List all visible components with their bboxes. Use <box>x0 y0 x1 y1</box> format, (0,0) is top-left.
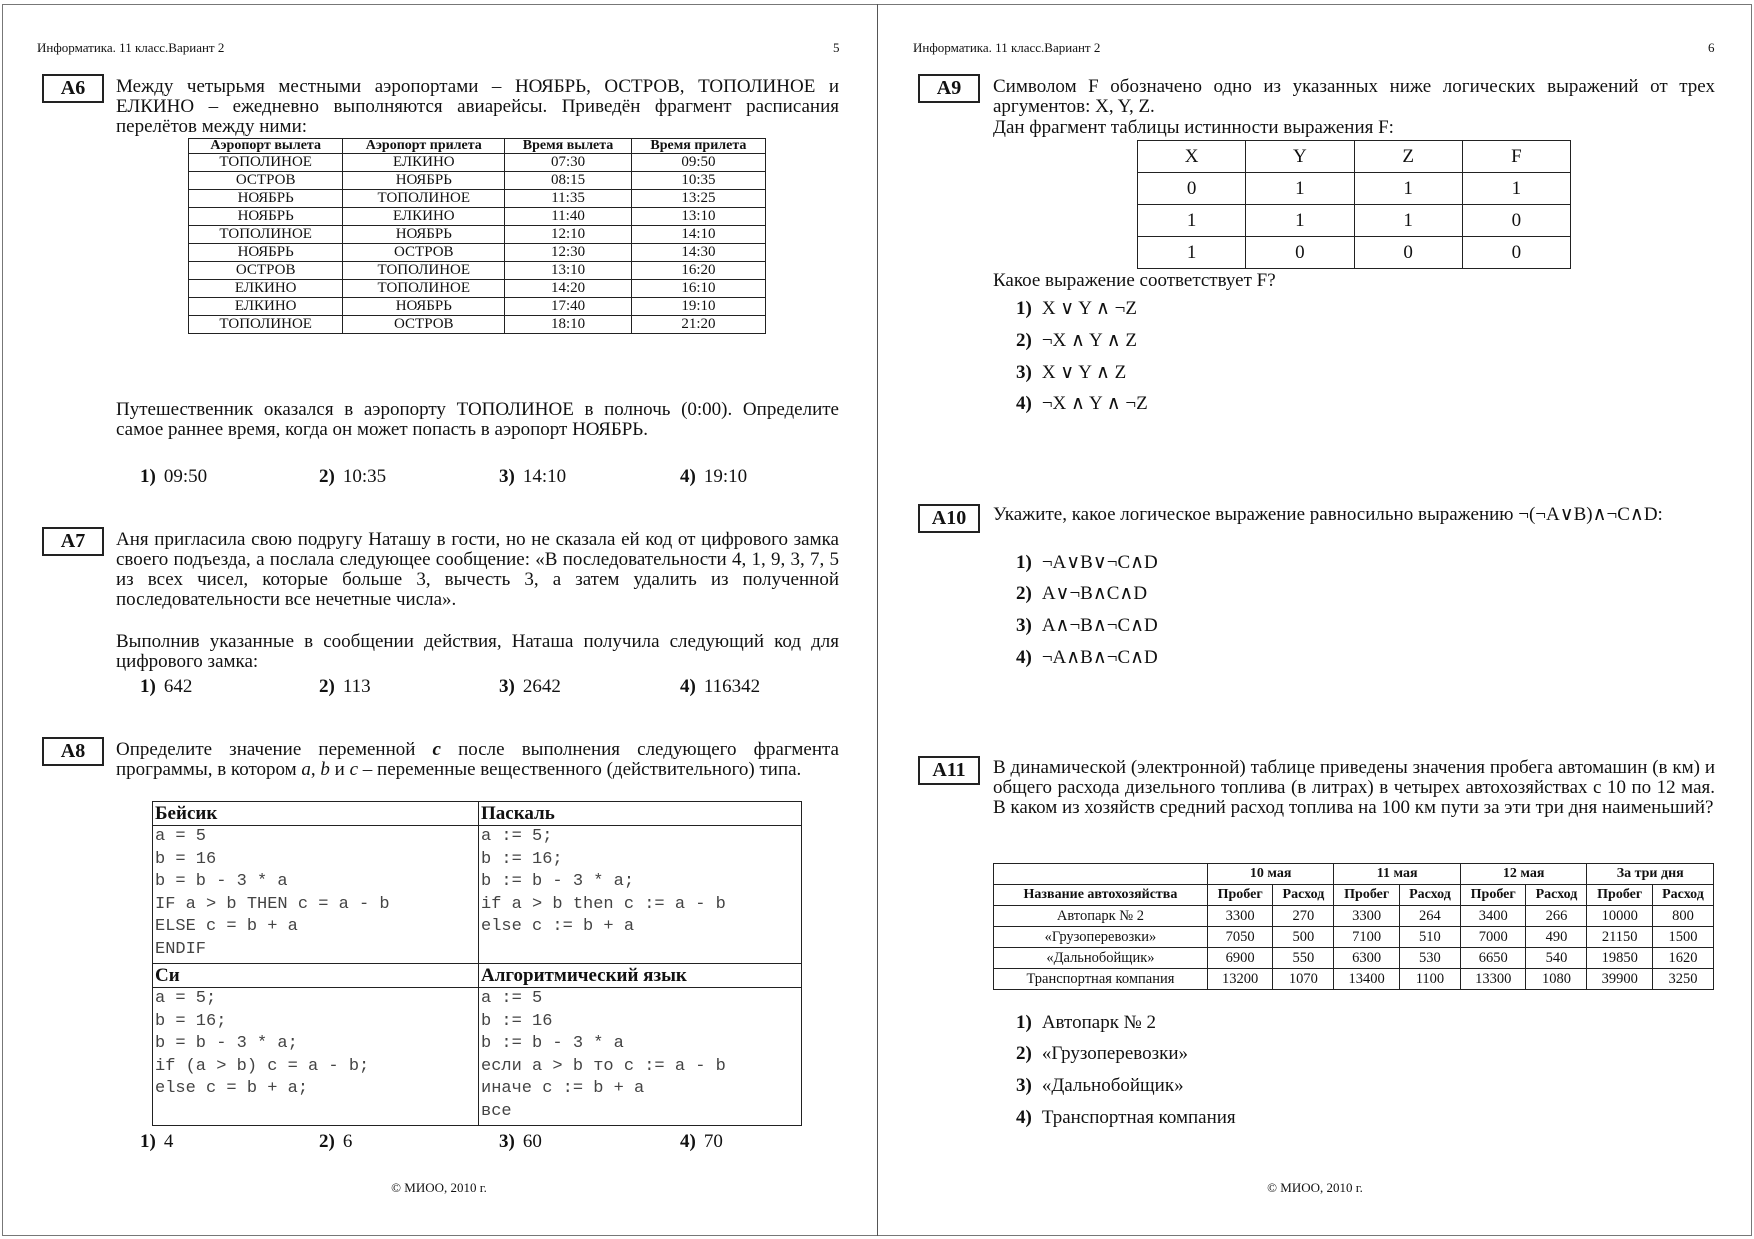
table-row <box>189 190 766 208</box>
sub-header: Пробег <box>1334 885 1400 906</box>
table-cell: 1 <box>1246 205 1354 237</box>
table-cell: 13300 <box>1460 969 1526 990</box>
table-subheader-row <box>994 885 1714 906</box>
table-cell: 490 <box>1526 927 1587 948</box>
answer-value: X ∨ Y ∧ Z <box>1041 362 1127 383</box>
table-cell: ТОПОЛИНОЕ <box>343 262 505 280</box>
answer-value: ¬X ∧ Y ∧ ¬Z <box>1041 393 1148 414</box>
table-cell: 6900 <box>1207 948 1273 969</box>
c-code: a = 5; b = 16; b = b - 3 * a; if (a > b) c = a - b; else c = b + a; <box>155 989 370 1098</box>
table-row <box>994 906 1714 927</box>
answer-number: 4) <box>680 676 696 697</box>
table-cell: 19:10 <box>631 298 765 316</box>
table-cell: 6300 <box>1334 948 1400 969</box>
a10-text: Укажите, какое логическое выражение равносильно выражению ¬(¬A∨B)∧¬C∧D: <box>993 504 1663 525</box>
answer-option <box>1016 1075 1184 1097</box>
table-cell: НОЯБРЬ <box>189 190 343 208</box>
table-row <box>189 244 766 262</box>
table-cell: НОЯБРЬ <box>343 226 505 244</box>
answer-option <box>319 1131 352 1153</box>
a9-text2: Дан фрагмент таблицы истинности выражения F: <box>993 117 1394 138</box>
table-cell: 264 <box>1399 906 1460 927</box>
answer-number: 3) <box>1016 362 1032 383</box>
table-cell: 12:10 <box>505 226 632 244</box>
a11-text: В динамической (электронной) таблице приведены значения пробега автомашин (в км) и общего расхода дизельного топлива (в литрах) в четырех автохозяйствах с 10 по 12 мая. В каком из хозяйств средний расход топлива на 100 км пути за эти три дня наименьший? <box>993 757 1715 818</box>
answer-value: 09:50 <box>163 466 208 487</box>
table-cell: 14:20 <box>505 280 632 298</box>
table-cell: 1500 <box>1652 927 1713 948</box>
answer-value: 2642 <box>522 676 561 697</box>
sub-header: Расход <box>1399 885 1460 906</box>
question-label-a7: А7 <box>42 527 104 556</box>
c-title: Си <box>153 964 479 988</box>
table-cell: 09:50 <box>631 154 765 172</box>
answer-option <box>140 466 207 488</box>
table-cell: «Дальнобойщик» <box>994 948 1208 969</box>
table-cell: ТОПОЛИНОЕ <box>189 316 343 334</box>
answer-number: 1) <box>1016 552 1032 573</box>
answer-number: 2) <box>319 1131 335 1152</box>
table-cell: 11:35 <box>505 190 632 208</box>
answer-value: 60 <box>522 1131 542 1152</box>
table-cell: ОСТРОВ <box>189 262 343 280</box>
answer-value: 19:10 <box>703 466 748 487</box>
answer-number: 1) <box>1016 298 1032 319</box>
alg-title: Алгоритмический язык <box>479 964 802 988</box>
answer-value: 14:10 <box>522 466 567 487</box>
a7-text: Аня пригласила свою подругу Наташу в гости, но не сказала ей код от цифрового замка своего подъезда, а послала следующее сообщение: «В последовательности 4, 1, 9, 3, 7, 5 из всех чисел, которые больше 3, вычесть 3, а затем удалить из полученной последовательности все нечетные числа». <box>116 529 839 610</box>
table-cell: ЕЛКИНО <box>343 208 505 226</box>
answer-option <box>499 466 566 488</box>
question-label-a11: А11 <box>918 756 980 785</box>
table-row <box>189 208 766 226</box>
answer-value: 642 <box>163 676 193 697</box>
answer-number: 3) <box>1016 1075 1032 1096</box>
answer-value: ¬A∧B∧¬C∧D <box>1041 647 1158 668</box>
column-header: Время прилета <box>631 139 765 154</box>
answer-number: 2) <box>319 466 335 487</box>
table-cell: 08:15 <box>505 172 632 190</box>
pascal-title: Паскаль <box>479 802 802 826</box>
table-cell: 13:10 <box>631 208 765 226</box>
table-cell: 510 <box>1399 927 1460 948</box>
table-header-row <box>1138 141 1571 173</box>
question-label-a9: А9 <box>918 74 980 103</box>
answer-option <box>1016 582 1147 605</box>
answer-number: 3) <box>499 676 515 697</box>
table-cell: 16:10 <box>631 280 765 298</box>
answer-number: 3) <box>499 466 515 487</box>
table-cell: 1 <box>1354 205 1462 237</box>
answer-number: 3) <box>499 1131 515 1152</box>
day-header: За три дня <box>1587 864 1714 885</box>
answer-option <box>319 676 371 698</box>
table-cell: 0 <box>1246 237 1354 269</box>
name-header: Название автохозяйства <box>994 885 1208 906</box>
column-header: Y <box>1246 141 1354 173</box>
answer-number: 4) <box>1016 647 1032 668</box>
table-cell: 10000 <box>1587 906 1653 927</box>
table-cell: 3250 <box>1652 969 1713 990</box>
table-cell: 13:10 <box>505 262 632 280</box>
table-cell: 500 <box>1273 927 1334 948</box>
answer-option <box>1016 329 1137 352</box>
table-cell: 10:35 <box>631 172 765 190</box>
table-cell: ЕЛКИНО <box>189 298 343 316</box>
answer-number: 4) <box>680 1131 696 1152</box>
table-cell: ОСТРОВ <box>343 244 505 262</box>
table-cell: Автопарк № 2 <box>994 906 1208 927</box>
answer-option <box>1016 297 1137 320</box>
table-cell: ЕЛКИНО <box>189 280 343 298</box>
answer-value: X ∨ Y ∧ ¬Z <box>1041 298 1137 319</box>
table-cell: 800 <box>1652 906 1713 927</box>
table-cell: 7000 <box>1460 927 1526 948</box>
column-header: F <box>1462 141 1570 173</box>
table-cell: 18:10 <box>505 316 632 334</box>
table-row <box>189 262 766 280</box>
sub-header: Пробег <box>1460 885 1526 906</box>
answer-option <box>499 676 561 698</box>
answer-value: ¬X ∧ Y ∧ Z <box>1041 330 1137 351</box>
answer-number: 2) <box>1016 330 1032 351</box>
alg-code: a := 5 b := 16 b := b - 3 * a если a > b то c := a - b иначе c := b + a все <box>481 989 726 1121</box>
day-header: 10 мая <box>1207 864 1334 885</box>
table-cell: 1070 <box>1273 969 1334 990</box>
table-cell: 3400 <box>1460 906 1526 927</box>
column-header: Аэропорт вылета <box>189 139 343 154</box>
table-row <box>1138 173 1571 205</box>
table-cell: 1 <box>1138 237 1246 269</box>
table-cell: 1 <box>1462 173 1570 205</box>
fuel-table <box>993 863 1714 990</box>
table-cell: 1100 <box>1399 969 1460 990</box>
table-cell: 12:30 <box>505 244 632 262</box>
answer-number: 4) <box>1016 1107 1032 1128</box>
answer-value: 113 <box>342 676 371 697</box>
table-cell: ОСТРОВ <box>343 316 505 334</box>
answer-option <box>1016 361 1126 384</box>
table-row <box>189 316 766 334</box>
answer-value: 10:35 <box>342 466 387 487</box>
table-cell: 07:30 <box>505 154 632 172</box>
table-row <box>189 172 766 190</box>
table-cell: 0 <box>1462 205 1570 237</box>
table-row <box>994 969 1714 990</box>
table-cell: 7050 <box>1207 927 1273 948</box>
answer-number: 1) <box>1016 1012 1032 1033</box>
table-row <box>189 280 766 298</box>
table-cell: 270 <box>1273 906 1334 927</box>
answer-value: 70 <box>703 1131 723 1152</box>
table-cell: 13400 <box>1334 969 1400 990</box>
answer-option <box>499 1131 542 1153</box>
sub-header: Пробег <box>1207 885 1273 906</box>
sub-header: Расход <box>1652 885 1713 906</box>
footer-left: © МИОО, 2010 г. <box>391 1180 487 1195</box>
table-cell: 13:25 <box>631 190 765 208</box>
a6-text: Между четырьмя местными аэропортами – НОЯБРЬ, ОСТРОВ, ТОПОЛИНОЕ и ЕЛКИНО – ежедневно выполняются авиарейсы. Приведён фрагмент расписания перелётов между ними: <box>116 76 839 137</box>
table-row <box>189 154 766 172</box>
question-label-a10: А10 <box>918 504 980 533</box>
table-cell: 21:20 <box>631 316 765 334</box>
answer-option <box>1016 1043 1188 1065</box>
answer-value: 4 <box>163 1131 174 1152</box>
table-cell: 1 <box>1354 173 1462 205</box>
column-header: Z <box>1354 141 1462 173</box>
table-cell: «Грузоперевозки» <box>994 927 1208 948</box>
table-cell: Транспортная компания <box>994 969 1208 990</box>
sub-header: Пробег <box>1587 885 1653 906</box>
table-cell: НОЯБРЬ <box>343 172 505 190</box>
answer-number: 1) <box>140 676 156 697</box>
table-row <box>189 298 766 316</box>
table-cell: 7100 <box>1334 927 1400 948</box>
table-cell: 550 <box>1273 948 1334 969</box>
sub-header: Расход <box>1273 885 1334 906</box>
answer-number: 4) <box>680 466 696 487</box>
answer-number: 2) <box>1016 583 1032 604</box>
answer-option <box>1016 614 1158 637</box>
table-cell: 21150 <box>1587 927 1653 948</box>
answer-value: «Дальнобойщик» <box>1041 1075 1184 1096</box>
answer-option <box>319 466 386 488</box>
answer-option <box>680 1131 723 1153</box>
answer-number: 2) <box>1016 1043 1032 1064</box>
basic-title: Бейсик <box>153 802 479 826</box>
answer-number: 2) <box>319 676 335 697</box>
table-cell: НОЯБРЬ <box>189 208 343 226</box>
answer-value: A∧¬B∧¬C∧D <box>1041 615 1158 636</box>
table-cell: 14:30 <box>631 244 765 262</box>
answer-value: 116342 <box>703 676 761 697</box>
code-table <box>152 801 802 1126</box>
table-cell: 19850 <box>1587 948 1653 969</box>
column-header: Время вылета <box>505 139 632 154</box>
answer-value: Транспортная компания <box>1041 1107 1236 1128</box>
answer-option <box>1016 1012 1156 1034</box>
table-row <box>994 948 1714 969</box>
column-header: X <box>1138 141 1246 173</box>
page-divider <box>877 4 878 1236</box>
answer-option <box>680 466 747 488</box>
table-cell: 0 <box>1138 173 1246 205</box>
answer-value: Автопарк № 2 <box>1041 1012 1157 1033</box>
table-cell: 540 <box>1526 948 1587 969</box>
answer-option <box>140 676 192 698</box>
day-header: 11 мая <box>1334 864 1461 885</box>
table-cell: 14:10 <box>631 226 765 244</box>
answer-value: 6 <box>342 1131 353 1152</box>
truth-table <box>1137 140 1571 269</box>
table-cell: 17:40 <box>505 298 632 316</box>
table-cell: НОЯБРЬ <box>343 298 505 316</box>
table-cell: 11:40 <box>505 208 632 226</box>
answer-option <box>680 676 760 698</box>
a7-text2: Выполнив указанные в сообщении действия, Наташа получила следующий код для цифрового замка: <box>116 631 839 672</box>
table-header-row <box>189 139 766 154</box>
table-header-row <box>994 864 1714 885</box>
a8-text: Определите значение переменной c после выполнения следующего фрагмента программы, в котором a, b и c – переменные вещественного (действительного) типа. <box>116 739 839 780</box>
a9-question: Какое выражение соответствует F? <box>993 270 1276 291</box>
page-header-left: Информатика. 11 класс.Вариант 2 <box>37 40 225 55</box>
table-cell: 0 <box>1354 237 1462 269</box>
table-cell: 1620 <box>1652 948 1713 969</box>
corner-cell <box>994 864 1208 885</box>
table-cell: 13200 <box>1207 969 1273 990</box>
answer-value: A∨¬B∧C∧D <box>1041 583 1148 604</box>
answer-value: «Грузоперевозки» <box>1041 1043 1189 1064</box>
column-header: Аэропорт прилета <box>343 139 505 154</box>
table-row <box>1138 237 1571 269</box>
answer-option <box>140 1131 173 1153</box>
table-cell: ТОПОЛИНОЕ <box>189 226 343 244</box>
table-cell: 1 <box>1246 173 1354 205</box>
day-header: 12 мая <box>1460 864 1587 885</box>
answer-number: 1) <box>140 1131 156 1152</box>
page-header-right: Информатика. 11 класс.Вариант 2 <box>913 40 1101 55</box>
table-cell: ТОПОЛИНОЕ <box>343 190 505 208</box>
basic-code: a = 5 b = 16 b = b - 3 * a IF a > b THEN c = a - b ELSE c = b + a ENDIF <box>155 827 390 959</box>
answer-number: 3) <box>1016 615 1032 636</box>
table-row <box>994 927 1714 948</box>
page-number-left: 5 <box>833 40 840 55</box>
sub-header: Расход <box>1526 885 1587 906</box>
table-cell: 39900 <box>1587 969 1653 990</box>
footer-right: © МИОО, 2010 г. <box>1267 1180 1363 1195</box>
table-cell: ЕЛКИНО <box>343 154 505 172</box>
answer-option <box>1016 1107 1236 1129</box>
table-cell: 1080 <box>1526 969 1587 990</box>
table-cell: ОСТРОВ <box>189 172 343 190</box>
answer-option <box>1016 646 1158 669</box>
a6-question: Путешественник оказался в аэропорту ТОПОЛИНОЕ в полночь (0:00). Определите самое раннее время, когда он может попасть в аэропорт НОЯБРЬ. <box>116 399 839 440</box>
table-row <box>189 226 766 244</box>
table-cell: 3300 <box>1207 906 1273 927</box>
answer-option <box>1016 392 1148 415</box>
question-label-a6: А6 <box>42 74 104 103</box>
answer-value: ¬A∨B∨¬C∧D <box>1041 552 1158 573</box>
table-cell: 16:20 <box>631 262 765 280</box>
question-label-a8: А8 <box>42 737 104 766</box>
table-cell: 266 <box>1526 906 1587 927</box>
table-cell: ТОПОЛИНОЕ <box>343 280 505 298</box>
flight-schedule-table <box>188 138 766 334</box>
table-cell: ТОПОЛИНОЕ <box>189 154 343 172</box>
a9-text: Символом F обозначено одно из указанных ниже логических выражений от трех аргументов: X, Y, Z. <box>993 76 1715 117</box>
answer-number: 1) <box>140 466 156 487</box>
table-cell: НОЯБРЬ <box>189 244 343 262</box>
table-cell: 6650 <box>1460 948 1526 969</box>
table-cell: 3300 <box>1334 906 1400 927</box>
table-row <box>1138 205 1571 237</box>
page-number-right: 6 <box>1708 40 1715 55</box>
table-cell: 530 <box>1399 948 1460 969</box>
table-cell: 0 <box>1462 237 1570 269</box>
answer-number: 4) <box>1016 393 1032 414</box>
table-cell: 1 <box>1138 205 1246 237</box>
pascal-code: a := 5; b := 16; b := b - 3 * a; if a > b then c := a - b else c := b + a <box>481 827 726 936</box>
answer-option <box>1016 551 1158 574</box>
